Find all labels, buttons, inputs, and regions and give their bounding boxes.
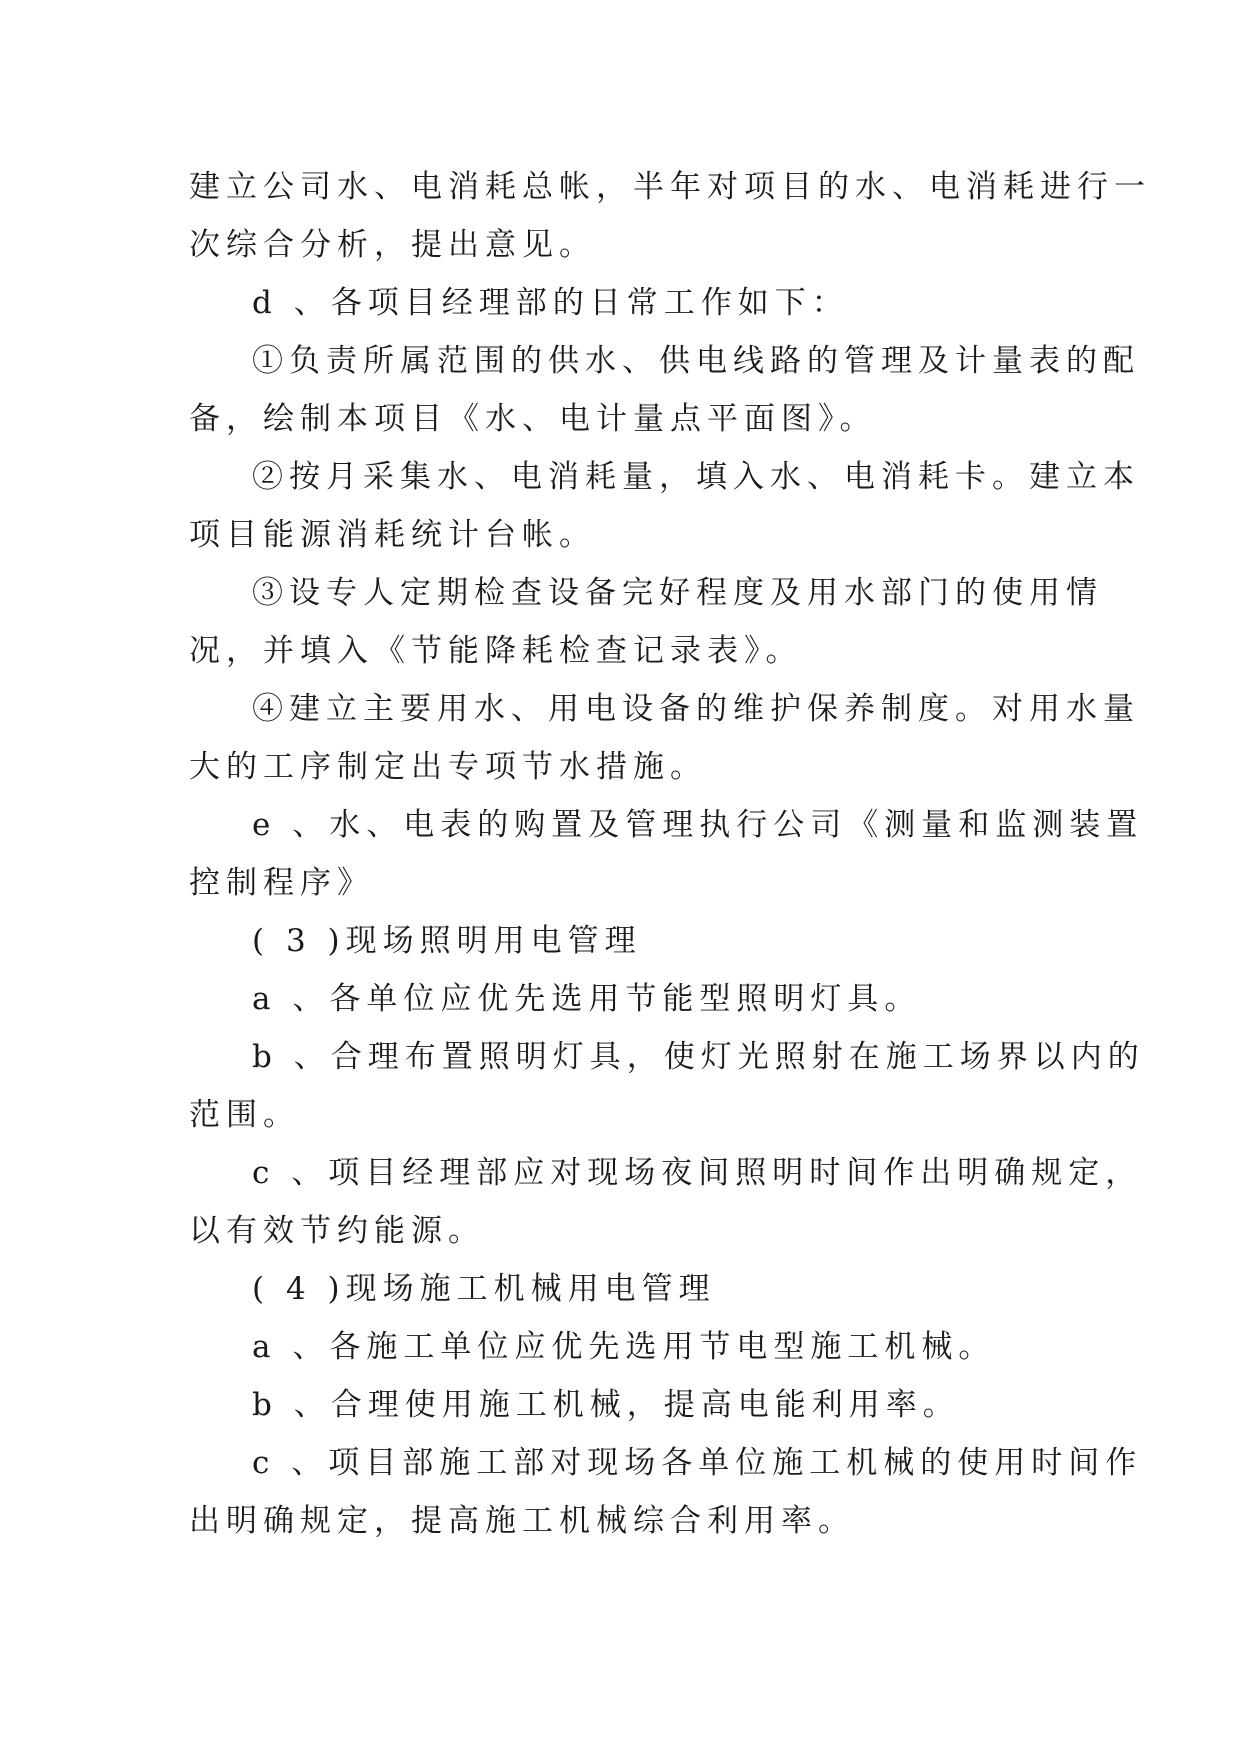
text-line: ( 4 )现场施工机械用电管理 (252, 1271, 716, 1307)
text-line: c 、项目经理部应对现场夜间照明时间作出明确规定， (252, 1155, 1143, 1191)
text-line: 以有效节约能源。 (189, 1213, 485, 1249)
text-line: 大的工序制定出专项节水措施。 (189, 749, 707, 785)
text-line: b 、合理使用施工机械，提高电能利用率。 (252, 1387, 960, 1423)
text-line: ( 3 )现场照明用电管理 (252, 923, 642, 959)
text-line: 况，并填入《节能降耗检查记录表》。 (189, 633, 803, 669)
text-line: ②按月采集水、电消耗量，填入水、电消耗卡。建立本 (252, 459, 1140, 495)
text-line: 项目能源消耗统计台帐。 (189, 517, 596, 553)
text-line: ④建立主要用水、用电设备的维护保养制度。对用水量 (252, 691, 1140, 727)
text-line: 建立公司水、电消耗总帐，半年对项目的水、电消耗进行一 (189, 169, 1151, 205)
text-line: 范围。 (189, 1097, 300, 1133)
text-line: a 、各单位应优先选用节能型照明灯具。 (252, 981, 922, 1017)
text-line: 备，绘制本项目《水、电计量点平面图》。 (189, 401, 877, 437)
text-line: e 、水、电表的购置及管理执行公司《测量和监测装置 (252, 807, 1144, 843)
text-line: a 、各施工单位应优先选用节电型施工机械。 (252, 1329, 996, 1365)
document-body (189, 158, 1151, 1550)
text-line: d 、各项目经理部的日常工作如下： (252, 285, 849, 321)
text-line: 次综合分析，提出意见。 (189, 227, 596, 263)
text-line: 出明确规定，提高施工机械综合利用率。 (189, 1503, 855, 1539)
text-line: ③设专人定期检查设备完好程度及用水部门的使用情 (252, 575, 1103, 611)
text-line: b 、合理布置照明灯具，使灯光照射在施工场界以内的 (252, 1039, 1145, 1075)
text-line: ①负责所属范围的供水、供电线路的管理及计量表的配 (252, 343, 1140, 379)
text-line: 控制程序》 (189, 865, 374, 901)
text-line: c 、项目部施工部对现场各单位施工机械的使用时间作 (252, 1445, 1143, 1481)
